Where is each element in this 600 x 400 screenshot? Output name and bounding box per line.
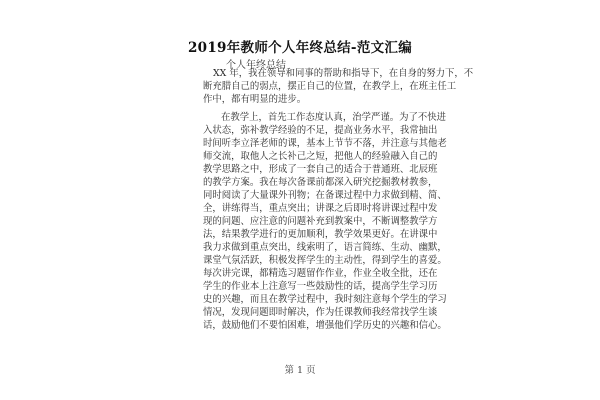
text-line: 作中，都有明显的进步。	[203, 94, 307, 105]
text-line: 情况，发现问题即时解决，作为任课教师我经常找学生谈	[203, 307, 438, 318]
text-line: 全，讲练得当，重点突出；讲课之后即时将讲课过程中发	[203, 203, 438, 214]
document-subtitle: 个人年终总结	[226, 60, 286, 71]
text-line: 课堂气氛活跃，积极发挥学生的主动性，得到学生的喜爱。	[203, 255, 447, 266]
text-line: 每次讲完课，都精选习题留作作业，作业全收全批，还在	[203, 268, 438, 279]
text-line: 教学思路之中，形成了一套自己的适合于普通班、北辰班	[203, 164, 438, 175]
text-line: 入状态，弥补教学经验的不足，提高业务水平，我常抽出	[203, 125, 438, 136]
text-line: XX 年，我在领导和同事的帮助和指导下，在自身的努力下，不	[213, 68, 474, 79]
paragraph-2	[203, 111, 447, 332]
text-line: 在教学上，首先工作态度认真，治学严谨。为了不快进	[221, 112, 447, 123]
text-line: 现的问题、应注意的问题补充到教案中，不断调整教学方	[203, 216, 438, 227]
text-line: 断充腊自己的弱点，摆正自己的位置，在教学上，在班主任工	[203, 81, 457, 92]
document-title: 2019年教师个人年终总结-范文汇编	[187, 40, 413, 56]
text-line: 法，结果教学进行的更加顺利，教学效果更好。在讲课中	[203, 229, 438, 240]
text-line: 话，鼓励他们不要怕困难，增强他们学历史的兴趣和信心。	[203, 320, 447, 331]
text-line: 的教学方案。我在每次备课前都深入研究挖掘教材教参，	[203, 177, 438, 188]
text-line: 时间听李立泽老师的课，基本上节节不落，并注意与其他老	[203, 138, 447, 149]
text-line: 师交流，取他人之长补己之短，把他人的经验融入自己的	[203, 151, 438, 162]
text-line: 史的兴趣，而且在教学过程中，我时刻注意每个学生的学习	[203, 294, 447, 305]
text-line: 我力求做到重点突出，线索明了，语言简练、生动、幽默，	[203, 242, 447, 253]
page-number: 第 1 页	[284, 365, 316, 376]
text-line: 学生的作业本上注意写一些鼓励性的话，提高学生学习历	[203, 281, 438, 292]
paragraph-1	[203, 67, 474, 106]
text-line: 同时阅读了大量课外刊物；在备课过程中力求做到精、简、	[203, 190, 447, 201]
